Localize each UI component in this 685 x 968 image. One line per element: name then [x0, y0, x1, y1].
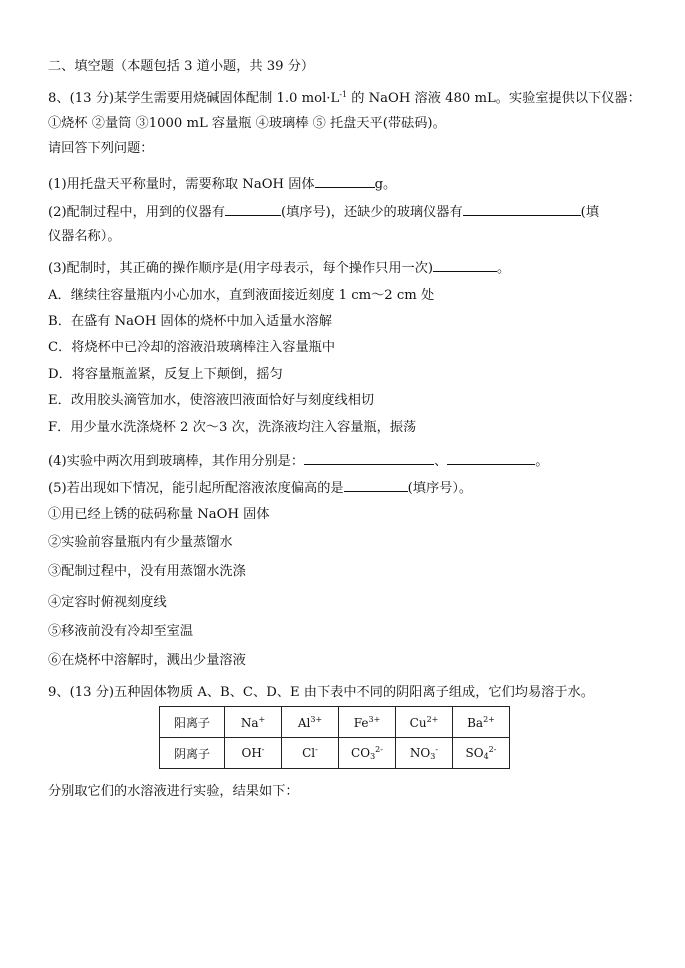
cation-label: 阳离子 — [160, 707, 225, 738]
q8-part2-cont: 仪器名称）。 — [48, 229, 121, 244]
step-c: C．将烧杯中已冷却的溶液沿玻璃棒注入容量瓶中 — [48, 340, 336, 355]
anion-label: 阴离子 — [160, 738, 225, 769]
q8-part5: (5)若出现如下情况，能引起所配溶液浓度偏高的是 (填序号）。 — [48, 478, 472, 498]
q8-intro: 8、(13 分)某学生需要用烧碱固体配制 1.0 $mol\cdot L^{-1}$ 的 NaOH 溶液 480 mL。实验室提供以下仪器： — [48, 90, 641, 106]
answer-blank[interactable] — [225, 202, 281, 216]
anion-cell: $CO_3^{2-}$ — [339, 738, 396, 769]
ion-table — [159, 706, 510, 769]
anion-cell: $SO_4^{2-}$ — [453, 738, 510, 769]
step-e: E．改用胶头滴管加水，使溶液凹液面恰好与刻度线相切 — [48, 393, 375, 408]
case-3: ③配制过程中，没有用蒸馏水洗涤 — [48, 564, 246, 579]
q8-part2: (2)配制过程中，用到的仪器有 (填序号)，还缺少的玻璃仪器有 (填 — [48, 202, 599, 222]
anion-row — [160, 738, 510, 769]
step-f: F．用少量水洗涤烧杯 2 次～3 次，洗涤液均注入容量瓶，振荡 — [48, 420, 417, 435]
anion-cell: Cl- — [282, 738, 339, 769]
answer-blank[interactable] — [304, 451, 434, 465]
section-title: 二、填空题（本题包括 3 道小题，共 39 分） — [48, 59, 315, 74]
case-2: ②实验前容量瓶内有少量蒸馏水 — [48, 535, 233, 550]
cation-cell: Na+ — [225, 707, 282, 738]
case-6: ⑥在烧杯中溶解时，溅出少量溶液 — [48, 653, 246, 668]
anion-cell: OH- — [225, 738, 282, 769]
anion-cell: $NO_3^-$ — [396, 738, 453, 769]
cation-cell: $Al^{3+}$ — [282, 707, 339, 738]
q8-part1: (1)用托盘天平称量时，需要称取 NaOH 固体 g。 — [48, 174, 396, 194]
answer-blank[interactable] — [433, 258, 497, 272]
cation-cell: $Ba^{2+}$ — [453, 707, 510, 738]
step-d: D．将容量瓶盖紧，反复上下颠倒，摇匀 — [48, 367, 283, 382]
answer-blank[interactable] — [463, 202, 581, 216]
q9-intro: 9、(13 分)五种固体物质 A、B、C、D、E 由下表中不同的阴阳离子组成，它们均易溶于水。 — [48, 685, 594, 700]
cation-cell: $Fe^{3+}$ — [339, 707, 396, 738]
case-5: ⑤移液前没有冷却至室温 — [48, 624, 194, 639]
answer-blank[interactable] — [447, 451, 535, 465]
answer-blank[interactable] — [315, 174, 375, 188]
q8-part3: (3)配制时，其正确的操作顺序是(用字母表示，每个操作只用一次) 。 — [48, 258, 510, 278]
cation-cell: $Cu^{2+}$ — [396, 707, 453, 738]
step-a: A．继续往容量瓶内小心加水，直到液面接近刻度 1 cm～2 cm 处 — [48, 288, 435, 303]
q8-part4: (4)实验中两次用到玻璃棒，其作用分别是： 、 。 — [48, 451, 548, 471]
step-b: B．在盛有 NaOH 固体的烧杯中加入适量水溶解 — [48, 314, 332, 329]
case-1: ①用已经上锈的砝码称量 NaOH 固体 — [48, 507, 270, 522]
q8-prompt: 请回答下列问题： — [48, 141, 154, 156]
q9-followup: 分别取它们的水溶液进行实验，结果如下： — [48, 784, 299, 799]
cation-row — [160, 707, 510, 738]
q8-instruments: ①烧杯 ②量筒 ③1000 mL 容量瓶 ④玻璃棒 ⑤ 托盘天平(带砝码)。 — [48, 116, 446, 131]
answer-blank[interactable] — [344, 478, 408, 492]
case-4: ④定容时俯视刻度线 — [48, 595, 167, 610]
